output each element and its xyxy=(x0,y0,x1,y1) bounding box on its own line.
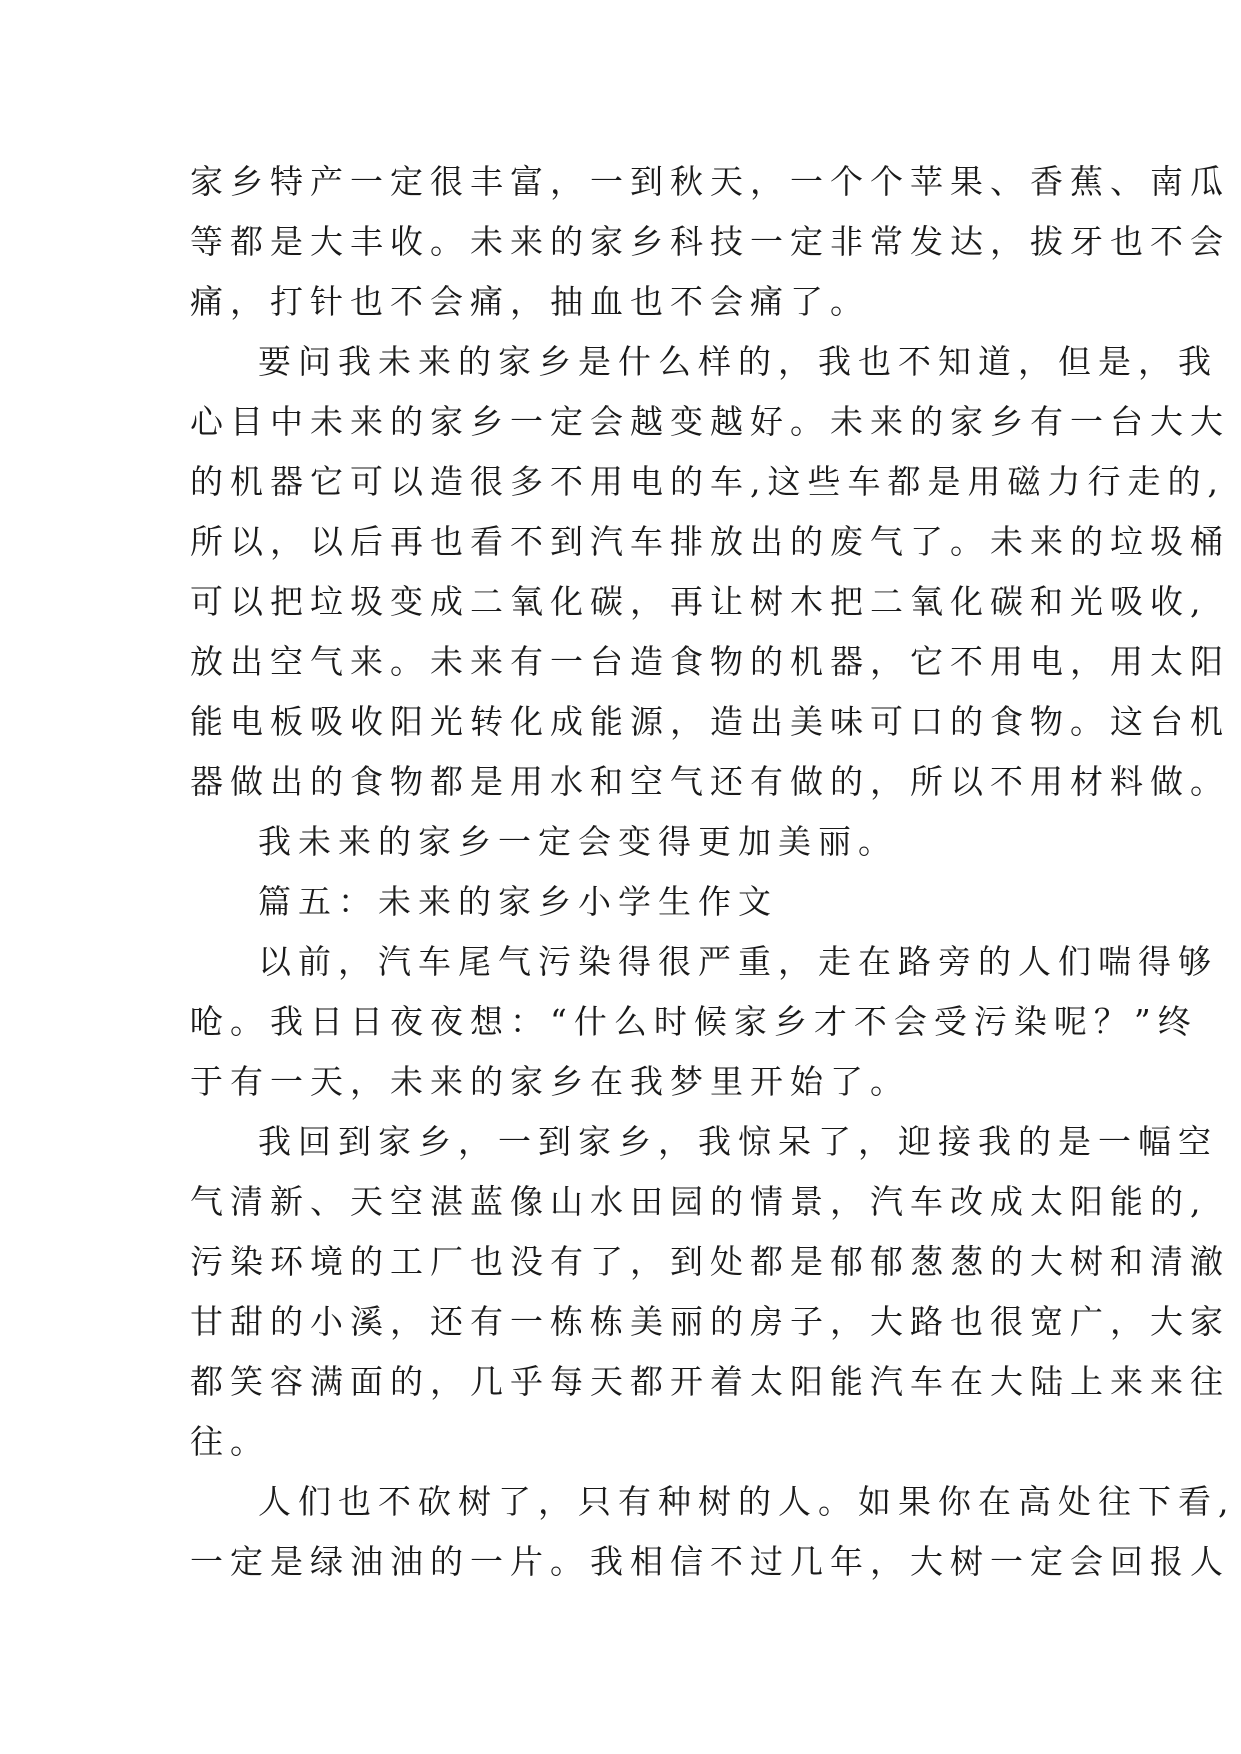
section-heading: 篇五：未来的家乡小学生作文 xyxy=(258,882,778,921)
text-line: 呛。我日日夜夜想：“什么时候家乡才不会受污染呢？”终 xyxy=(190,1002,1198,1041)
text-line: 能电板吸收阳光转化成能源，造出美味可口的食物。这台机 xyxy=(190,702,1230,741)
paragraph-start-line: 人们也不砍树了，只有种树的人。如果你在高处往下看, xyxy=(258,1482,1236,1521)
text-line: 污染环境的工厂也没有了，到处都是郁郁葱葱的大树和清澈 xyxy=(190,1242,1230,1281)
essay-text xyxy=(190,162,1236,1602)
paragraph-start-line: 以前，汽车尾气污染得很严重，走在路旁的人们喘得够 xyxy=(258,942,1218,981)
text-line: 可以把垃圾变成二氧化碳，再让树木把二氧化碳和光吸收, xyxy=(190,582,1208,621)
text-line: 器做出的食物都是用水和空气还有做的，所以不用材料做。 xyxy=(190,762,1230,801)
text-line: 等都是大丰收。未来的家乡科技一定非常发达，拔牙也不会 xyxy=(190,222,1230,261)
paragraph-start-line: 我未来的家乡一定会变得更加美丽。 xyxy=(258,822,898,861)
text-line: 所以，以后再也看不到汽车排放出的废气了。未来的垃圾桶 xyxy=(190,522,1230,561)
paragraph-start-line: 我回到家乡，一到家乡，我惊呆了，迎接我的是一幅空 xyxy=(258,1122,1218,1161)
text-line: 于有一天，未来的家乡在我梦里开始了。 xyxy=(190,1062,910,1101)
paragraph-start-line: 要问我未来的家乡是什么样的，我也不知道，但是，我 xyxy=(258,342,1218,381)
text-line: 家乡特产一定很丰富，一到秋天，一个个苹果、香蕉、南瓜 xyxy=(190,162,1230,201)
text-line: 气清新、天空湛蓝像山水田园的情景，汽车改成太阳能的, xyxy=(190,1182,1208,1221)
text-line: 痛，打针也不会痛，抽血也不会痛了。 xyxy=(190,282,870,321)
text-line: 心目中未来的家乡一定会越变越好。未来的家乡有一台大大 xyxy=(190,402,1230,441)
text-line: 放出空气来。未来有一台造食物的机器，它不用电，用太阳 xyxy=(190,642,1230,681)
text-line: 甘甜的小溪，还有一栋栋美丽的房子，大路也很宽广，大家 xyxy=(190,1302,1230,1341)
text-line: 一定是绿油油的一片。我相信不过几年，大树一定会回报人 xyxy=(190,1542,1230,1581)
text-line: 的机器它可以造很多不用电的车,这些车都是用磁力行走的, xyxy=(190,462,1225,501)
text-line: 都笑容满面的，几乎每天都开着太阳能汽车在大陆上来来往 xyxy=(190,1362,1230,1401)
text-line: 往。 xyxy=(190,1422,270,1461)
